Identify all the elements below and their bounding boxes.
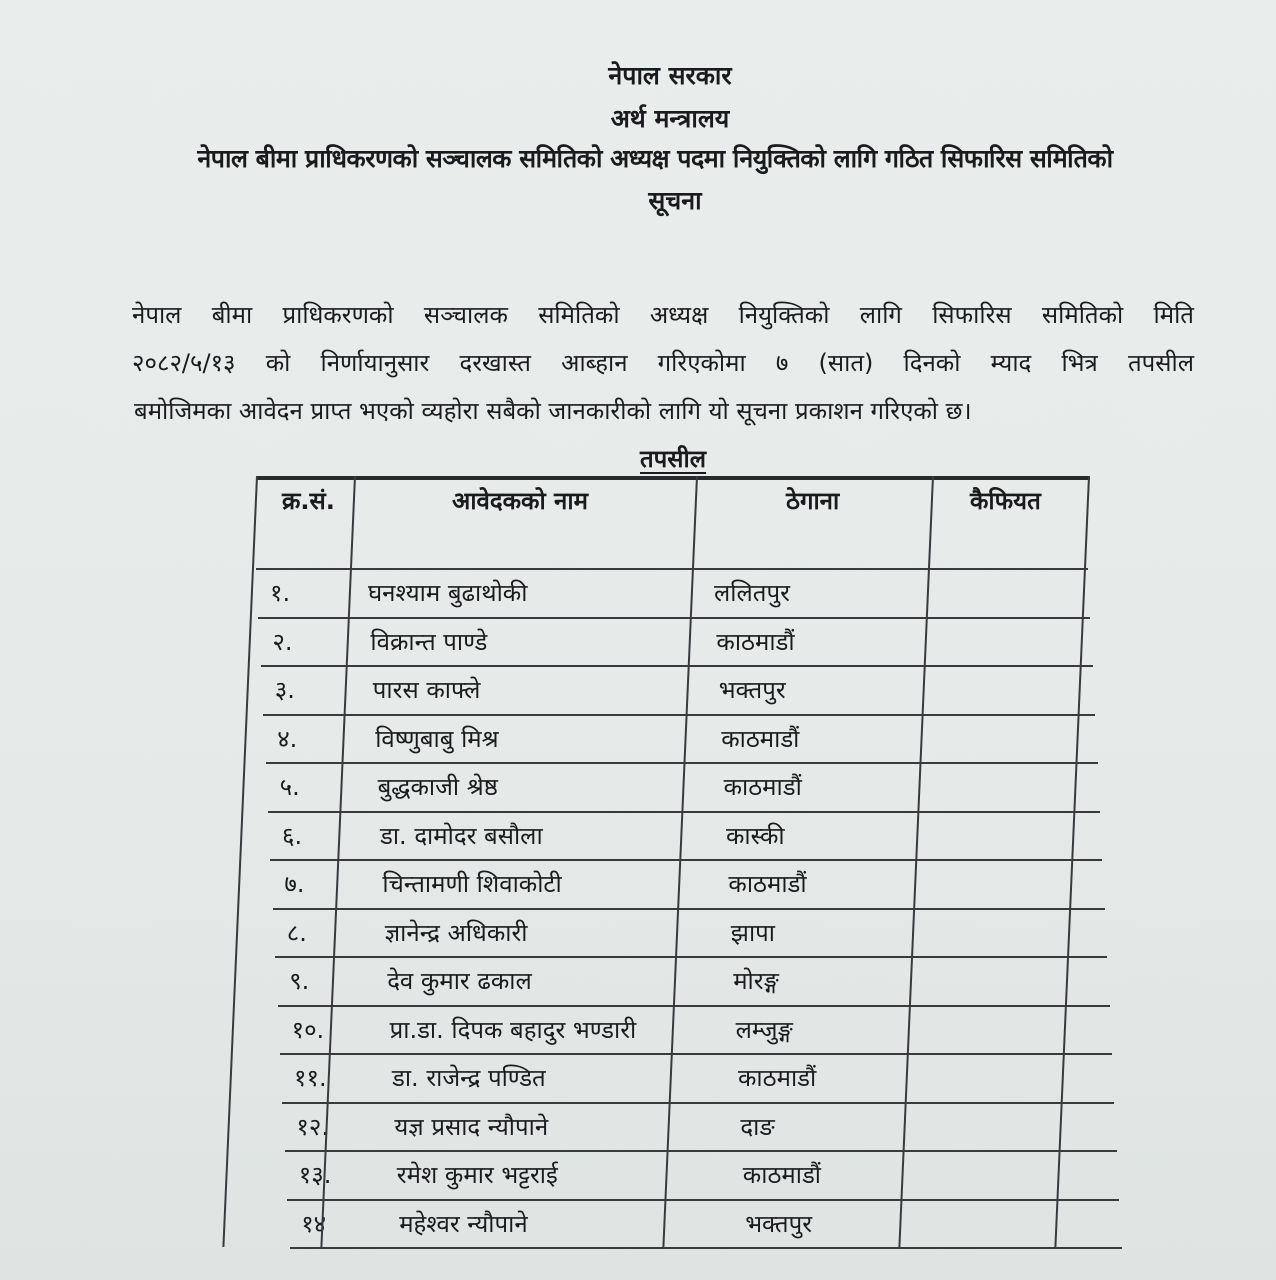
row-divider bbox=[266, 762, 1098, 764]
row-address: मोरङ्ग bbox=[733, 967, 779, 995]
row-divider bbox=[258, 617, 1090, 619]
table-top-border bbox=[256, 476, 1090, 480]
row-name: डा. दामोदर बसौला bbox=[380, 821, 543, 850]
row-name: विक्रान्त पाण्डे bbox=[370, 627, 488, 656]
row-address: लम्जुङ्ग bbox=[735, 1015, 793, 1044]
header-remarks: कैफियत bbox=[970, 487, 1041, 515]
row-divider bbox=[287, 1199, 1119, 1201]
header-committee: नेपाल बीमा प्राधिकरणको सञ्चालक समितिको अध्यक्ष पदमा नियुक्तिको लागि गठित सिफारिस समितिको bbox=[197, 144, 1113, 173]
row-divider bbox=[273, 908, 1105, 910]
header-serial: क्र.सं. bbox=[282, 487, 335, 515]
row-divider bbox=[275, 956, 1107, 958]
row-address: दाङ bbox=[740, 1112, 775, 1141]
column-divider bbox=[320, 476, 356, 1247]
row-name: ज्ञानेन्द्र अधिकारी bbox=[384, 918, 528, 947]
row-name: रमेश कुमार भट्टराई bbox=[396, 1161, 558, 1189]
row-serial: ६. bbox=[282, 821, 303, 850]
row-address: कास्की bbox=[726, 821, 785, 850]
column-divider bbox=[898, 476, 934, 1247]
row-address: काठमाडौं bbox=[738, 1064, 817, 1092]
row-divider bbox=[268, 811, 1100, 813]
row-divider bbox=[261, 665, 1093, 667]
row-serial: १२. bbox=[296, 1112, 329, 1141]
body-text-line-2: २०८२/५/१३ को निर्णायानुसार दरखास्त आब्हान गरिएकोमा ७ (सात) दिनको म्याद भित्र तपसील bbox=[132, 349, 1194, 377]
row-serial: ८. bbox=[286, 918, 307, 947]
header-ministry: अर्थ मन्त्रालय bbox=[610, 104, 730, 133]
row-serial: १०. bbox=[291, 1015, 325, 1044]
body-text-line-3: बमोजिमका आवेदन प्राप्त भएको व्यहोरा सबैको जानकारीको लागि यो सूचना प्रकाशन गरिएको छ। bbox=[134, 397, 972, 425]
row-name: देव कुमार ढकाल bbox=[387, 967, 532, 995]
row-serial: ४. bbox=[277, 724, 298, 753]
row-name: चिन्तामणी शिवाकोटी bbox=[382, 870, 562, 898]
row-address: काठमाडौं bbox=[728, 870, 807, 898]
row-divider bbox=[280, 1053, 1112, 1055]
row-name: पारस काफ्ले bbox=[372, 676, 481, 704]
row-divider bbox=[270, 859, 1102, 861]
row-name: बुद्धकाजी श्रेष्ठ bbox=[377, 773, 498, 801]
row-serial: ३. bbox=[274, 676, 295, 704]
applicants-table bbox=[256, 476, 1096, 1256]
column-divider bbox=[1054, 476, 1090, 1247]
row-divider bbox=[263, 714, 1095, 716]
row-name: विष्णुबाबु मिश्र bbox=[375, 724, 499, 753]
column-divider bbox=[222, 476, 258, 1247]
row-address: काठमाडौं bbox=[721, 724, 800, 753]
row-address: झापा bbox=[730, 918, 776, 947]
row-name: यज्ञ प्रसाद न्यौपाने bbox=[394, 1112, 549, 1141]
row-name: प्रा.डा. दिपक बहादुर भण्डारी bbox=[389, 1015, 637, 1044]
row-address: भक्तपुर bbox=[745, 1209, 813, 1238]
row-divider bbox=[285, 1150, 1117, 1152]
row-address: ललितपुर bbox=[714, 579, 790, 607]
row-serial: ९. bbox=[289, 967, 310, 995]
row-divider bbox=[282, 1102, 1114, 1104]
header-name: आवेदकको नाम bbox=[452, 487, 588, 515]
row-name: महेश्वर न्यौपाने bbox=[399, 1209, 528, 1238]
row-serial: १. bbox=[270, 579, 291, 607]
row-address: काठमाडौं bbox=[716, 627, 795, 656]
row-serial: ११. bbox=[294, 1064, 327, 1092]
row-serial: १३. bbox=[298, 1161, 332, 1189]
row-divider bbox=[278, 1005, 1110, 1007]
row-serial: ७. bbox=[284, 870, 305, 898]
row-address: काठमाडौं bbox=[742, 1161, 822, 1189]
row-name: घनश्याम बुढाथोकी bbox=[368, 579, 528, 607]
row-address: काठमाडौं bbox=[723, 773, 802, 801]
row-name: डा. राजेन्द्र पण्डित bbox=[392, 1064, 546, 1092]
table-title: तपसील bbox=[640, 445, 707, 473]
row-serial: २. bbox=[272, 627, 293, 656]
header-notice-title: सूचना bbox=[648, 186, 702, 215]
row-divider bbox=[256, 568, 1088, 570]
body-text-line-1: नेपाल बीमा प्राधिकरणको सञ्चालक समितिको अध्यक्ष नियुक्तिको लागि सिफारिस समितिको मिति bbox=[132, 301, 1194, 329]
header-address: ठेगाना bbox=[786, 487, 840, 515]
row-serial: १४ bbox=[301, 1209, 327, 1238]
header-government: नेपाल सरकार bbox=[608, 61, 732, 90]
table-bottom-border bbox=[290, 1247, 1122, 1249]
row-address: भक्तपुर bbox=[718, 676, 786, 704]
row-serial: ५. bbox=[279, 773, 300, 801]
column-divider bbox=[662, 476, 698, 1247]
